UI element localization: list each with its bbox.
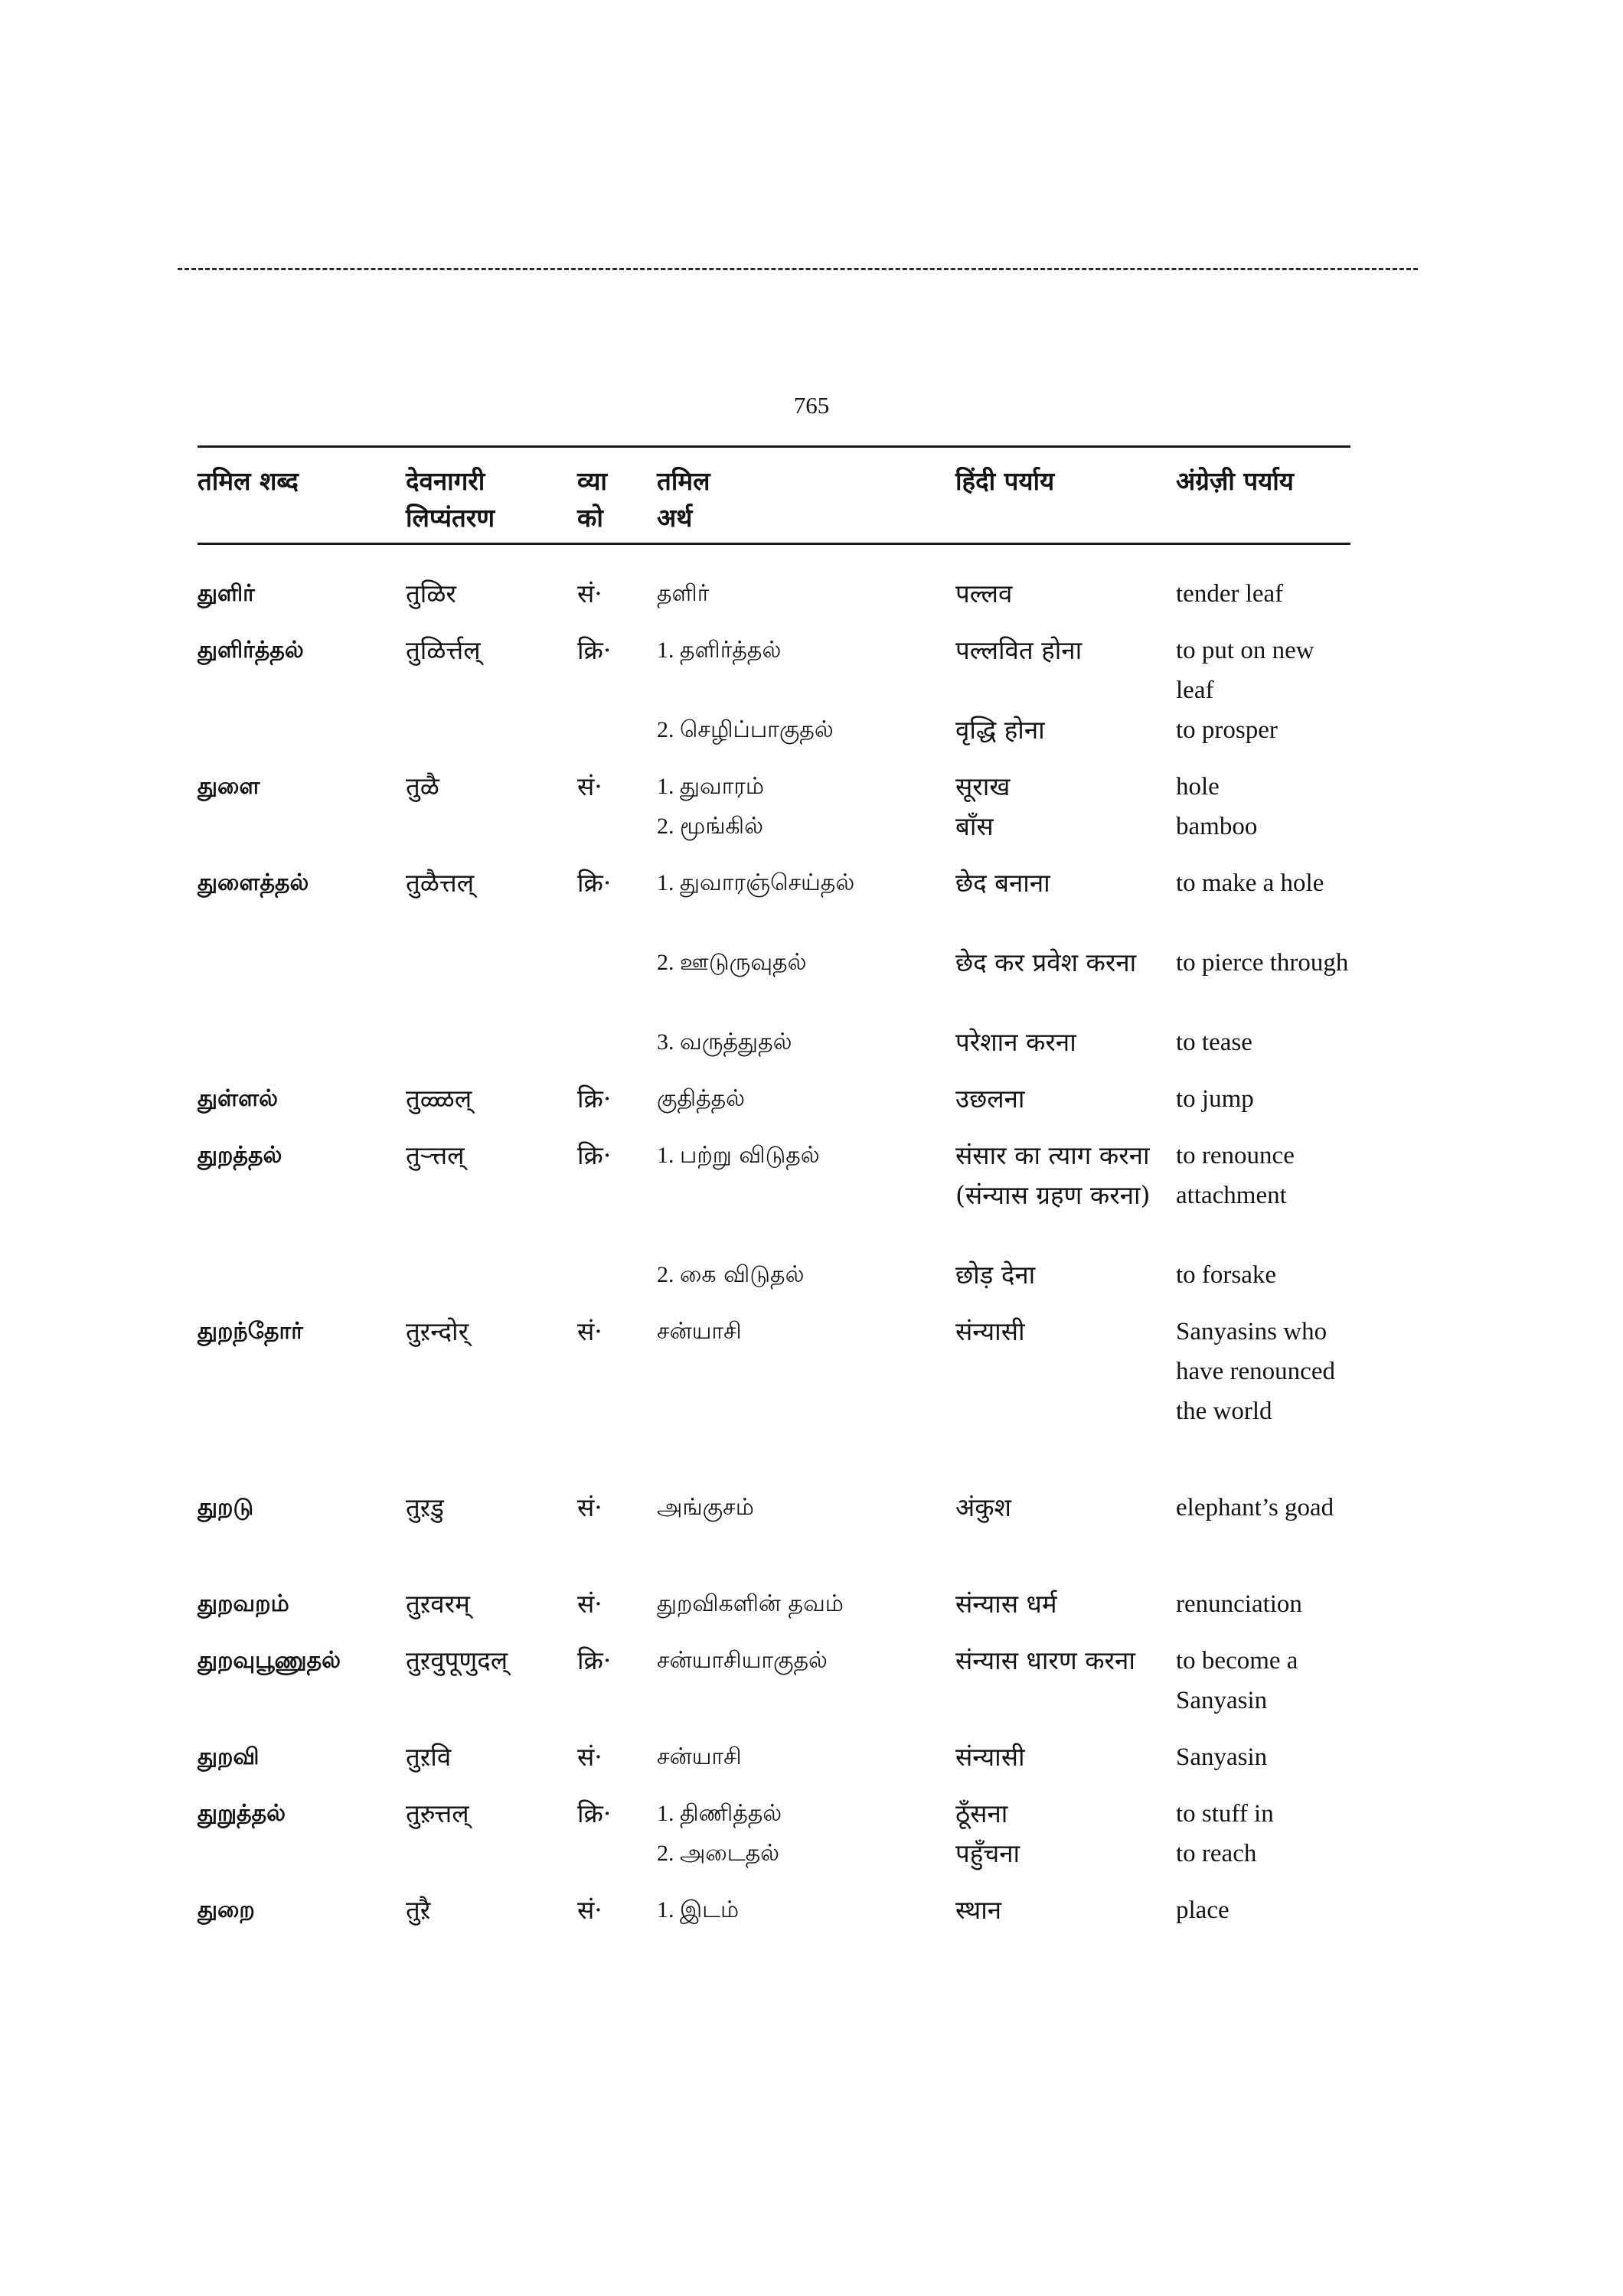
sense-row <box>198 631 1350 710</box>
devanagari-transliteration: तुऱन्दोर् <box>406 1316 469 1346</box>
english-equivalent: elephant’s goad <box>1176 1494 1334 1521</box>
part-of-speech: सं· <box>577 579 603 608</box>
devanagari-transliteration: तुऱ्त्तल् <box>406 1140 465 1170</box>
tamil-meaning-text: கை விடுதல் <box>680 1261 805 1288</box>
hindi-equivalent: सूराख <box>955 771 1011 801</box>
table-header <box>198 448 1350 543</box>
hindi-equivalent: पहुँचना <box>955 1838 1020 1868</box>
top-dashed-rule <box>178 268 1418 270</box>
hindi-equivalent: ठूँसना <box>955 1799 1008 1828</box>
tamil-headword: துறவுபூணுதல் <box>198 1647 341 1674</box>
table-row <box>198 767 1350 846</box>
header-devanagari: देवनागरी लिप्यंतरण <box>406 466 495 533</box>
table-row <box>198 1737 1350 1777</box>
hindi-equivalent: छोड़ देना <box>955 1260 1036 1290</box>
sense-number: 2. <box>657 814 680 839</box>
table-row <box>198 1488 1350 1567</box>
table-row <box>198 1312 1350 1471</box>
part-of-speech: सं· <box>577 1316 603 1346</box>
english-equivalent: to stuff in <box>1176 1800 1274 1828</box>
sense-row <box>198 1022 1350 1062</box>
sense-row <box>198 710 1350 750</box>
hindi-equivalent: संन्यास धर्म <box>955 1589 1057 1619</box>
hindi-equivalent: वृद्धि होना <box>955 715 1045 745</box>
tamil-meaning-text: தளிர் <box>657 580 710 607</box>
tamil-headword: துளிர் <box>198 580 255 607</box>
tamil-meaning-text: பற்று விடுதல் <box>680 1142 820 1169</box>
devanagari-transliteration: तुऱवि <box>406 1742 452 1772</box>
table-row <box>198 1079 1350 1119</box>
tamil-meaning-text: இடம் <box>680 1896 740 1923</box>
header-grammar: व्या को <box>577 466 607 533</box>
english-equivalent: to reach <box>1176 1840 1257 1867</box>
sense-number: 3. <box>657 1029 680 1055</box>
sense-row <box>198 1488 1350 1567</box>
hindi-equivalent: संन्यासी <box>955 1742 1025 1772</box>
hindi-equivalent: परेशान करना <box>955 1027 1076 1057</box>
sense-row <box>198 863 1350 943</box>
devanagari-transliteration: तुऱडु <box>406 1492 444 1522</box>
devanagari-transliteration: तुऱवरम् <box>406 1589 470 1619</box>
english-equivalent: place <box>1176 1896 1229 1924</box>
english-equivalent: to become a Sanyasin <box>1176 1647 1298 1714</box>
english-equivalent: Sanyasin <box>1176 1743 1268 1771</box>
english-equivalent: hole <box>1176 773 1220 801</box>
devanagari-transliteration: तुळिर्त्तल् <box>406 635 481 665</box>
header-tamil-meaning: तमिल अर्थ <box>657 466 710 533</box>
english-equivalent: bamboo <box>1176 813 1258 840</box>
english-equivalent: tender leaf <box>1176 580 1284 608</box>
tamil-meaning-text: அடைதல் <box>680 1840 780 1867</box>
tamil-headword: துறவி <box>198 1743 260 1770</box>
hindi-equivalent: स्थान <box>955 1895 1002 1925</box>
hindi-equivalent: छेद बनाना <box>955 868 1050 898</box>
sense-row <box>198 1794 1350 1834</box>
english-equivalent: to put on new leaf <box>1176 637 1314 704</box>
tamil-headword: துளைத்தல் <box>198 869 309 896</box>
header-hindi: हिंदी पर्याय <box>955 466 1055 496</box>
english-equivalent: to tease <box>1176 1029 1252 1056</box>
hindi-equivalent: पल्लवित होना <box>955 635 1083 665</box>
sense-number: 2. <box>657 717 680 742</box>
table-row <box>198 1890 1350 1930</box>
sense-number: 1. <box>657 774 680 799</box>
sense-row <box>198 1312 1350 1471</box>
sense-number: 2. <box>657 950 680 975</box>
tamil-meaning-text: ஊடுருவுதல் <box>680 949 807 976</box>
header-tamil-word: तमिल शब्द <box>198 466 299 496</box>
table-body <box>198 545 1350 1930</box>
devanagari-transliteration: तुऱै <box>406 1895 431 1925</box>
sense-row <box>198 807 1350 846</box>
part-of-speech: सं· <box>577 1895 603 1925</box>
sense-row <box>198 767 1350 807</box>
tamil-meaning-text: மூங்கில் <box>680 813 763 840</box>
devanagari-transliteration: तुऱवुपूणुदल् <box>406 1645 508 1675</box>
english-equivalent: to renounce attachment <box>1176 1142 1295 1209</box>
sense-row <box>198 574 1350 614</box>
tamil-meaning-text: தளிர்த்தல் <box>680 637 782 664</box>
part-of-speech: क्रि· <box>577 1140 612 1170</box>
hindi-equivalent: संसार का त्याग करना (संन्यास ग्रहण करना) <box>955 1140 1151 1210</box>
tamil-headword: துறுத்தல் <box>198 1800 286 1827</box>
english-equivalent: to forsake <box>1176 1261 1277 1289</box>
header-english: अंग्रेज़ी पर्याय <box>1176 466 1294 496</box>
part-of-speech: सं· <box>577 1492 603 1522</box>
tamil-headword: துளை <box>198 773 260 800</box>
part-of-speech: क्रि· <box>577 1645 612 1675</box>
table-row <box>198 1136 1350 1295</box>
part-of-speech: क्रि· <box>577 1084 612 1114</box>
tamil-meaning-text: துறவிகளின் தவம் <box>657 1590 844 1617</box>
tamil-meaning-text: சன்யாசியாகுதல் <box>657 1647 828 1674</box>
tamil-headword: துள்ளல் <box>198 1085 279 1112</box>
tamil-meaning-text: வருத்துதல் <box>680 1029 792 1055</box>
devanagari-transliteration: तुळ्ळल् <box>406 1084 472 1114</box>
tamil-meaning-text: அங்குசம் <box>657 1494 754 1521</box>
page-number: 765 <box>793 392 830 419</box>
tamil-headword: துறடு <box>198 1494 254 1521</box>
sense-row <box>198 1641 1350 1720</box>
sense-row <box>198 1584 1350 1624</box>
table-row <box>198 1584 1350 1624</box>
tamil-meaning-text: துவாரஞ்செய்தல் <box>680 869 855 896</box>
devanagari-transliteration: तुऱुत्तल् <box>406 1799 469 1828</box>
english-equivalent: Sanyasins who have renounced the world <box>1176 1318 1335 1425</box>
tamil-headword: துறந்தோர் <box>198 1318 303 1345</box>
english-equivalent: to jump <box>1176 1085 1254 1113</box>
tamil-meaning-text: குதித்தல் <box>657 1085 746 1112</box>
part-of-speech: सं· <box>577 771 603 801</box>
devanagari-transliteration: तुळै <box>406 771 439 801</box>
tamil-meaning-text: துவாரம் <box>680 773 765 800</box>
table-row <box>198 863 1350 1062</box>
sense-row <box>198 1890 1350 1930</box>
part-of-speech: क्रि· <box>577 868 612 898</box>
part-of-speech: सं· <box>577 1742 603 1772</box>
sense-row <box>198 1079 1350 1119</box>
tamil-meaning-text: சன்யாசி <box>657 1318 742 1345</box>
tamil-meaning-text: திணித்தல் <box>680 1800 782 1827</box>
part-of-speech: सं· <box>577 1589 603 1619</box>
sense-number: 1. <box>657 1897 680 1923</box>
sense-number: 1. <box>657 638 680 663</box>
hindi-equivalent: बाँस <box>955 811 994 841</box>
hindi-equivalent: पल्लव <box>955 579 1013 608</box>
hindi-equivalent: संन्यासी <box>955 1316 1025 1346</box>
table-row <box>198 1794 1350 1874</box>
hindi-equivalent: अंकुश <box>955 1492 1011 1522</box>
english-equivalent: renunciation <box>1176 1590 1302 1618</box>
sense-row <box>198 1737 1350 1777</box>
sense-number: 1. <box>657 1801 680 1826</box>
part-of-speech: क्रि· <box>577 1799 612 1828</box>
table-row <box>198 631 1350 750</box>
english-equivalent: to make a hole <box>1176 869 1324 897</box>
table-row <box>198 574 1350 614</box>
tamil-headword: துறத்தல் <box>198 1142 282 1169</box>
sense-number: 1. <box>657 870 680 895</box>
english-equivalent: to prosper <box>1176 716 1278 744</box>
sense-number: 2. <box>657 1262 680 1287</box>
devanagari-transliteration: तुळैत्तल् <box>406 868 475 898</box>
sense-row <box>198 943 1350 1022</box>
tamil-meaning-text: செழிப்பாகுதல் <box>680 716 834 743</box>
hindi-equivalent: उछलना <box>955 1084 1025 1114</box>
sense-number: 2. <box>657 1841 680 1866</box>
tamil-headword: துளிர்த்தல் <box>198 637 304 664</box>
dictionary-table <box>198 445 1350 1947</box>
devanagari-transliteration: तुळिर <box>406 579 456 608</box>
tamil-headword: துறை <box>198 1896 255 1923</box>
sense-row <box>198 1136 1350 1255</box>
table-row <box>198 1641 1350 1720</box>
tamil-headword: துறவறம் <box>198 1590 289 1617</box>
sense-number: 1. <box>657 1143 680 1168</box>
sense-row <box>198 1255 1350 1295</box>
hindi-equivalent: संन्यास धारण करना <box>955 1645 1135 1675</box>
english-equivalent: to pierce through <box>1176 949 1349 977</box>
hindi-equivalent: छेद कर प्रवेश करना <box>955 947 1137 977</box>
part-of-speech: क्रि· <box>577 635 612 665</box>
tamil-meaning-text: சன்யாசி <box>657 1743 742 1770</box>
sense-row <box>198 1834 1350 1874</box>
